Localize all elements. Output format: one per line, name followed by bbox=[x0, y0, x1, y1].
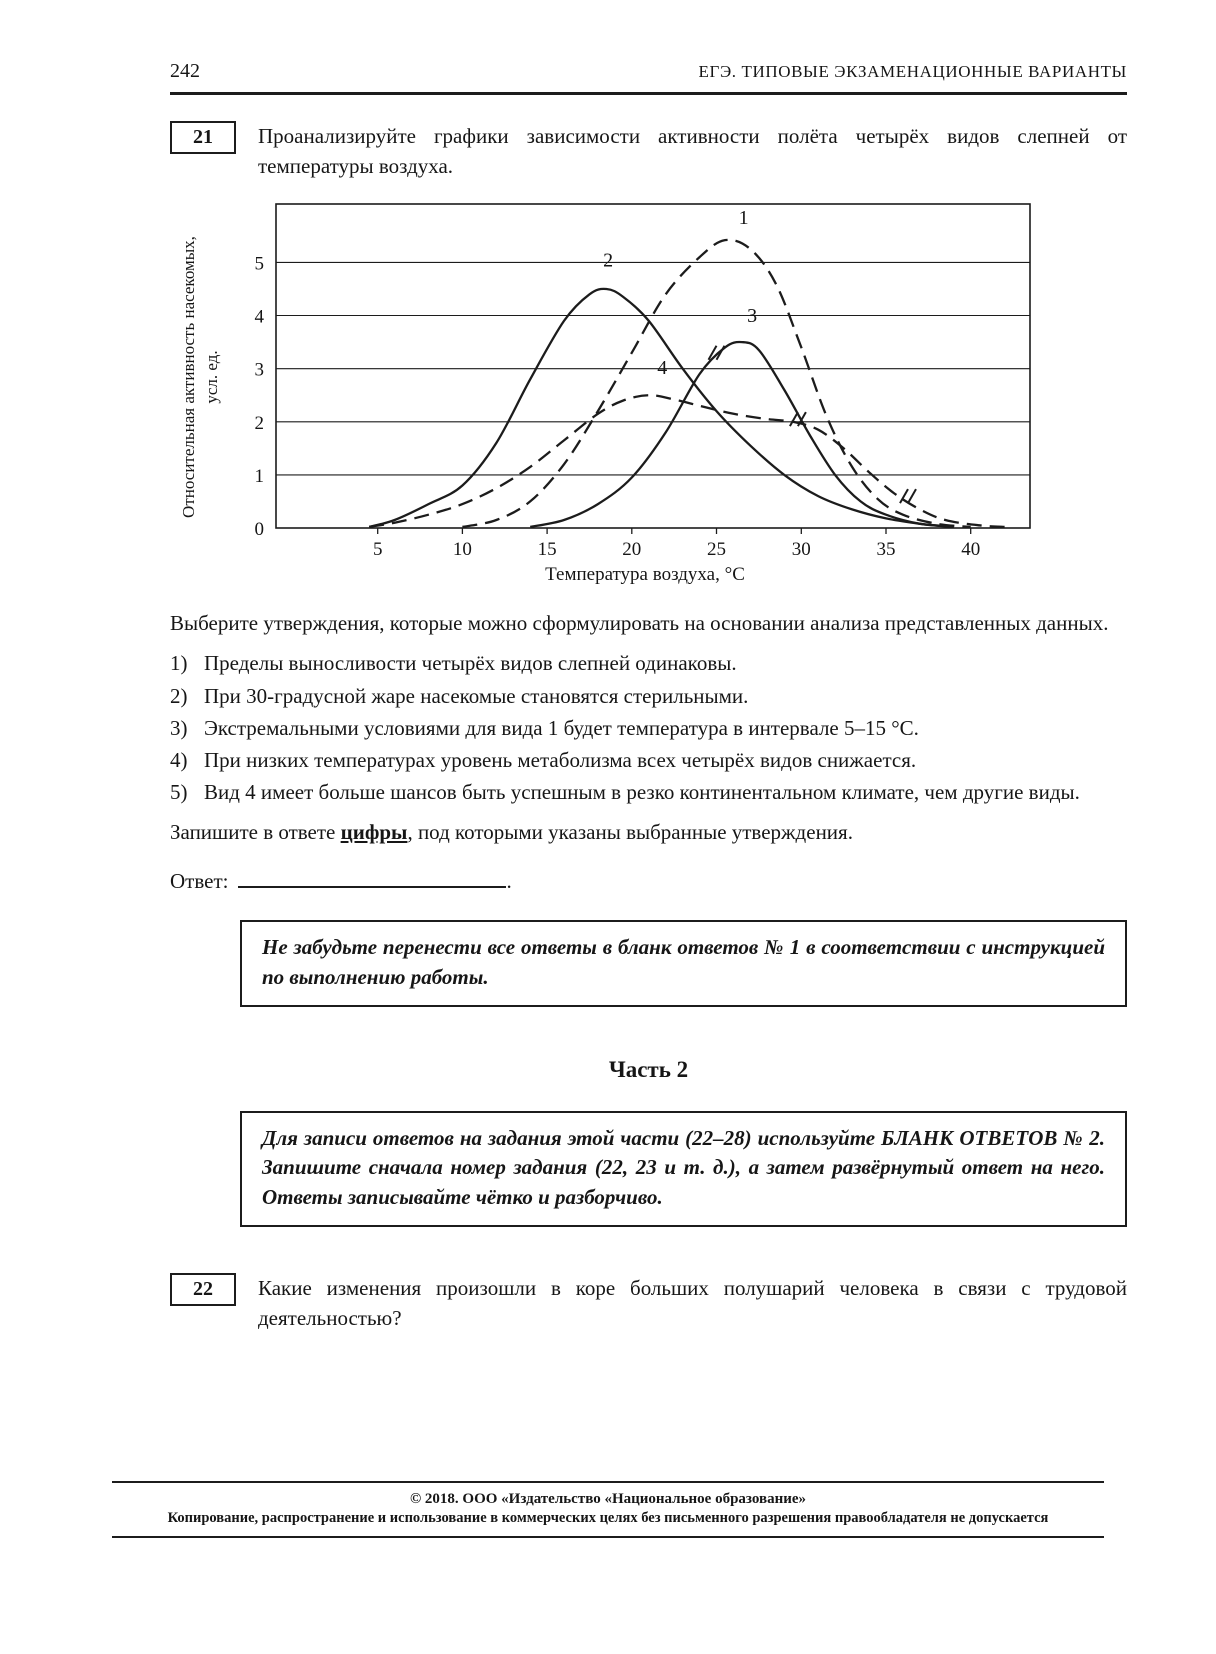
option-3-number: 3) bbox=[170, 715, 188, 740]
rights-line: Копирование, распространение и использование в коммерческих целях без письменного разрешения правообладателя не допускается bbox=[167, 1510, 1049, 1526]
header-title: ЕГЭ. ТИПОВЫЕ ЭКЗАМЕНАЦИОННЫЕ ВАРИАНТЫ bbox=[698, 62, 1127, 81]
option-3-text: Экстремальными условиями для вида 1 будет температура в интервале 5–15 °С. bbox=[204, 715, 919, 740]
svg-text:10: 10 bbox=[452, 538, 472, 558]
task-21-number-box: 21 bbox=[170, 121, 236, 154]
answer-period: . bbox=[506, 868, 512, 893]
chart-canvas bbox=[228, 196, 1058, 558]
part-2-heading: Часть 2 bbox=[608, 1056, 689, 1082]
answer-row bbox=[170, 868, 1127, 894]
cifry-emphasis: цифры bbox=[340, 820, 408, 845]
task-21-intro: Проанализируйте графики зависимости активности полёта четырёх видов слепней от температуры воздуха. bbox=[258, 124, 1127, 179]
svg-text:25: 25 bbox=[707, 538, 726, 558]
option-4 bbox=[170, 745, 1127, 775]
write-instruction-suffix: , под которыми указаны выбранные утверждения. bbox=[407, 820, 853, 845]
svg-text:0: 0 bbox=[254, 518, 264, 540]
svg-text:4: 4 bbox=[657, 356, 668, 379]
option-2 bbox=[170, 681, 1127, 711]
svg-text:3: 3 bbox=[254, 359, 264, 381]
copyright-line: © 2018. ООО «Издательство «Национальное образование» bbox=[409, 1491, 807, 1507]
task-21 bbox=[170, 121, 1127, 182]
answer-label: Ответ: bbox=[170, 868, 229, 893]
option-1 bbox=[170, 648, 1127, 678]
option-2-number: 2) bbox=[170, 683, 188, 708]
header-rule bbox=[170, 92, 1127, 95]
chart-y-axis-label-line2: усл. ед. bbox=[202, 350, 221, 404]
svg-text:2: 2 bbox=[603, 249, 614, 272]
notice-box-2 bbox=[240, 1111, 1127, 1227]
svg-text:30: 30 bbox=[791, 538, 811, 558]
task-22-text: Какие изменения произошли в коре больших полушарий человека в связи с трудовой деятельностью? bbox=[258, 1275, 1127, 1331]
chart-y-axis-label-area bbox=[174, 196, 228, 558]
answer-blank bbox=[238, 868, 506, 888]
write-instruction-prefix: Запишите в ответе bbox=[170, 820, 341, 845]
svg-text:2: 2 bbox=[254, 412, 264, 434]
option-1-text: Пределы выносливости четырёх видов слепней одинаковы. bbox=[204, 651, 737, 676]
option-5-number: 5) bbox=[170, 780, 188, 805]
option-2-text: При 30-градусной жаре насекомые становятся стерильными. bbox=[204, 683, 749, 708]
chart-y-axis-label bbox=[178, 236, 224, 518]
option-4-text: При низких температурах уровень метаболизма всех четырёх видов снижается. bbox=[204, 748, 917, 773]
svg-text:1: 1 bbox=[738, 207, 749, 230]
svg-text:5: 5 bbox=[372, 538, 383, 558]
svg-text:15: 15 bbox=[537, 538, 557, 558]
svg-text:4: 4 bbox=[254, 306, 264, 328]
task-22-number-box: 22 bbox=[170, 1273, 236, 1306]
option-5-text: Вид 4 имеет больше шансов быть успешным в резко континентальном климате, чем другие виды. bbox=[204, 780, 1080, 805]
notice-2-text: Для записи ответов на задания этой части (22–28) используйте БЛАНК ОТВЕТОВ № 2. Запишите сначала номер задания (22, 23 и т. д.), а затем развёрнутый ответ на него. Ответы записывайте чётко и разборчиво. bbox=[262, 1125, 1105, 1210]
notice-1-text: Не забудьте перенести все ответы в бланк ответов № 1 в соответствии с инструкцией по выполнению работы. bbox=[262, 934, 1105, 989]
footer-rule bbox=[112, 1536, 1104, 1538]
options-list bbox=[170, 648, 1127, 807]
notice-box-1 bbox=[240, 920, 1127, 1007]
page-header bbox=[0, 0, 1216, 83]
page-number: 242 bbox=[170, 60, 200, 82]
svg-text:3: 3 bbox=[747, 304, 758, 327]
page-footer bbox=[112, 1481, 1104, 1538]
svg-text:5: 5 bbox=[254, 253, 264, 275]
option-1-number: 1) bbox=[170, 651, 188, 676]
task-22 bbox=[170, 1273, 1127, 1334]
activity-chart bbox=[174, 196, 1127, 586]
choose-instruction: Выберите утверждения, которые можно сформулировать на основании анализа представленных данных. bbox=[170, 610, 1109, 635]
chart-y-axis-label-line1: Относительная активность насекомых, bbox=[179, 235, 199, 518]
chart-plot-area bbox=[228, 196, 1058, 586]
svg-text:1: 1 bbox=[254, 465, 264, 487]
option-5 bbox=[170, 777, 1127, 807]
svg-text:40: 40 bbox=[961, 538, 981, 558]
page-content bbox=[170, 121, 1127, 1334]
option-4-number: 4) bbox=[170, 748, 188, 773]
option-3 bbox=[170, 713, 1127, 743]
svg-text:35: 35 bbox=[876, 538, 896, 558]
svg-text:20: 20 bbox=[622, 538, 642, 558]
write-instruction bbox=[170, 817, 1127, 847]
chart-x-axis-label: Температура воздуха, °С bbox=[545, 563, 745, 585]
